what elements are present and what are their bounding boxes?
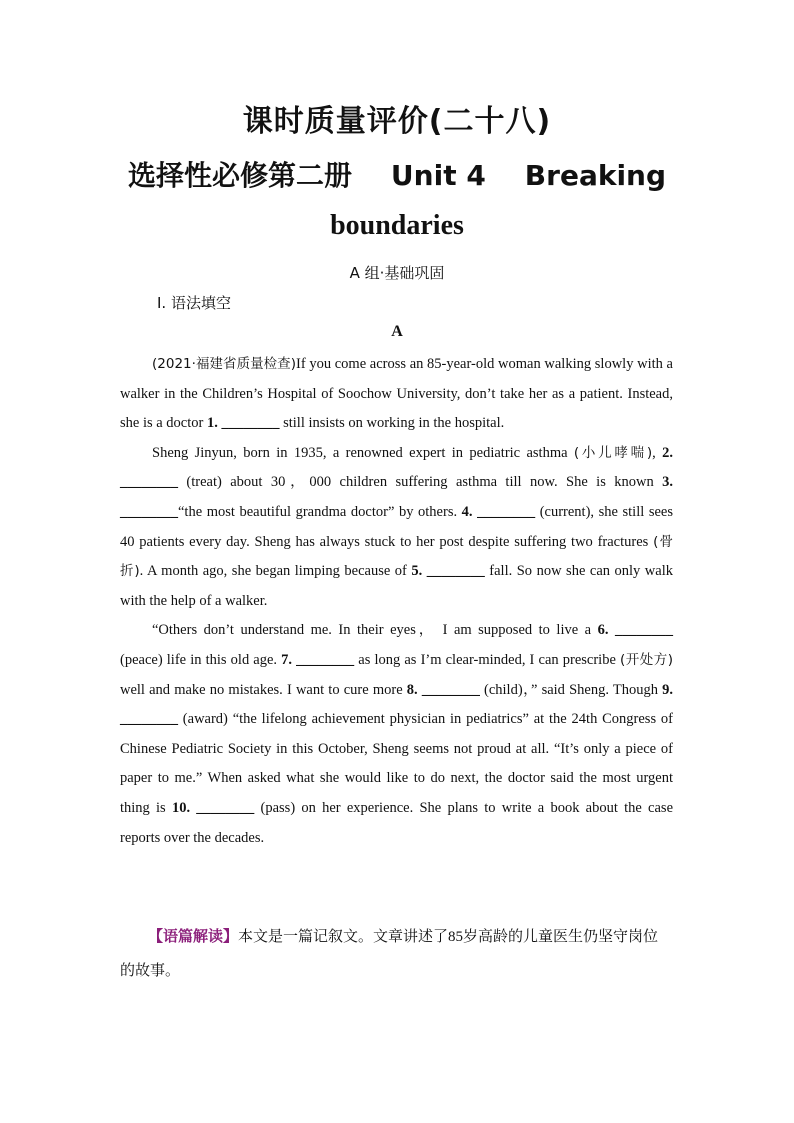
blank-4: 4. ________ [461,503,536,520]
text-span: (award) “the lifelong achievement physician in pediatrics” at the 24th Congress of Chinese Pediatric Society in this October, Sheng seems not proud at all. “It’s only a piece of paper to me.” When asked what she would like to do next, the doctor said the most urgent thing is [120,711,673,816]
passage-analysis [120,920,673,987]
text-span: (pass) on her experience. She plans to write a book about the case reports over the decades. [120,799,674,846]
blank-10: 10. ________ [171,799,255,816]
text-span: (child)，” said Sheng. Though [479,681,663,698]
analysis-number: 85 [448,929,464,945]
page-subtitle: 选择性必修第二册 Unit 4 Breaking [127,159,667,192]
text-span: If you come across an 85-year-old woman walking slowly with a walker in the Children’s Hospital of Soochow University, don’t take her as a patient. Instead, she is a doctor [120,356,673,432]
text-span: as long as I’m clear-minded, I can prescribe [354,651,620,668]
paragraph-3 [120,616,673,853]
text-span: (peace) life in this old age. [120,651,282,668]
text-span: fall. So now she can only walk with the help of a walker. [120,563,673,609]
blank-9: 9. ________ [120,681,673,728]
text-span: Sheng Jinyun, born in 1935, a renowned expert in pediatric asthma [152,444,574,461]
group-heading: A 组·基础巩固 [349,264,445,282]
text-span: . A month ago, she began limping because of [139,563,412,580]
passage-source: (2021·福建省质量检查) [152,356,296,372]
blank-3: 3. ________ [120,474,673,520]
text-span: “the most beautiful grandma doctor” by others. [178,503,462,520]
paragraph-1 [120,350,673,439]
page-subtitle-continued: boundaries [330,210,464,241]
passage-label: A [391,323,403,340]
passage-body [120,350,673,853]
gloss-asthma: (小儿哮喘) [573,444,653,461]
analysis-tag: 【语篇解读】 [148,927,239,945]
text-span: , [652,444,663,461]
paragraph-2 [120,439,673,617]
section-heading: Ⅰ. 语法填空 [157,294,231,312]
gloss-prescribe: (开处方) [620,651,673,668]
blank-1: 1. ________ [206,415,280,432]
page-title: 课时质量评价(二十八) [242,104,552,139]
text-span: well and make no mistakes. I want to cure more [120,681,407,698]
blank-2: 2. ________ [120,444,674,491]
gloss-fracture: (骨折) [120,533,673,580]
text-span: still insists on working in the hospital. [279,415,505,432]
text-span: “Others don’t understand me. In their eyes， I am supposed to live a [152,622,598,639]
blank-7: 7. ________ [281,651,355,668]
analysis-text: 本文是一篇记叙文。文章讲述了 [238,927,449,945]
text-span: (treat) about 30，000 children suffering asthma till now. She is known [178,474,663,491]
blank-8: 8. ________ [406,681,480,698]
blank-6: 6. ________ [597,622,673,639]
text-span: (current), she still sees 40 patients every day. Sheng has always stuck to her post despite suffering two fractures [120,503,673,550]
analysis-text-continued: 岁高龄的儿童医生仍坚守岗位的故事。 [120,927,659,979]
blank-5: 5. ________ [411,563,485,580]
